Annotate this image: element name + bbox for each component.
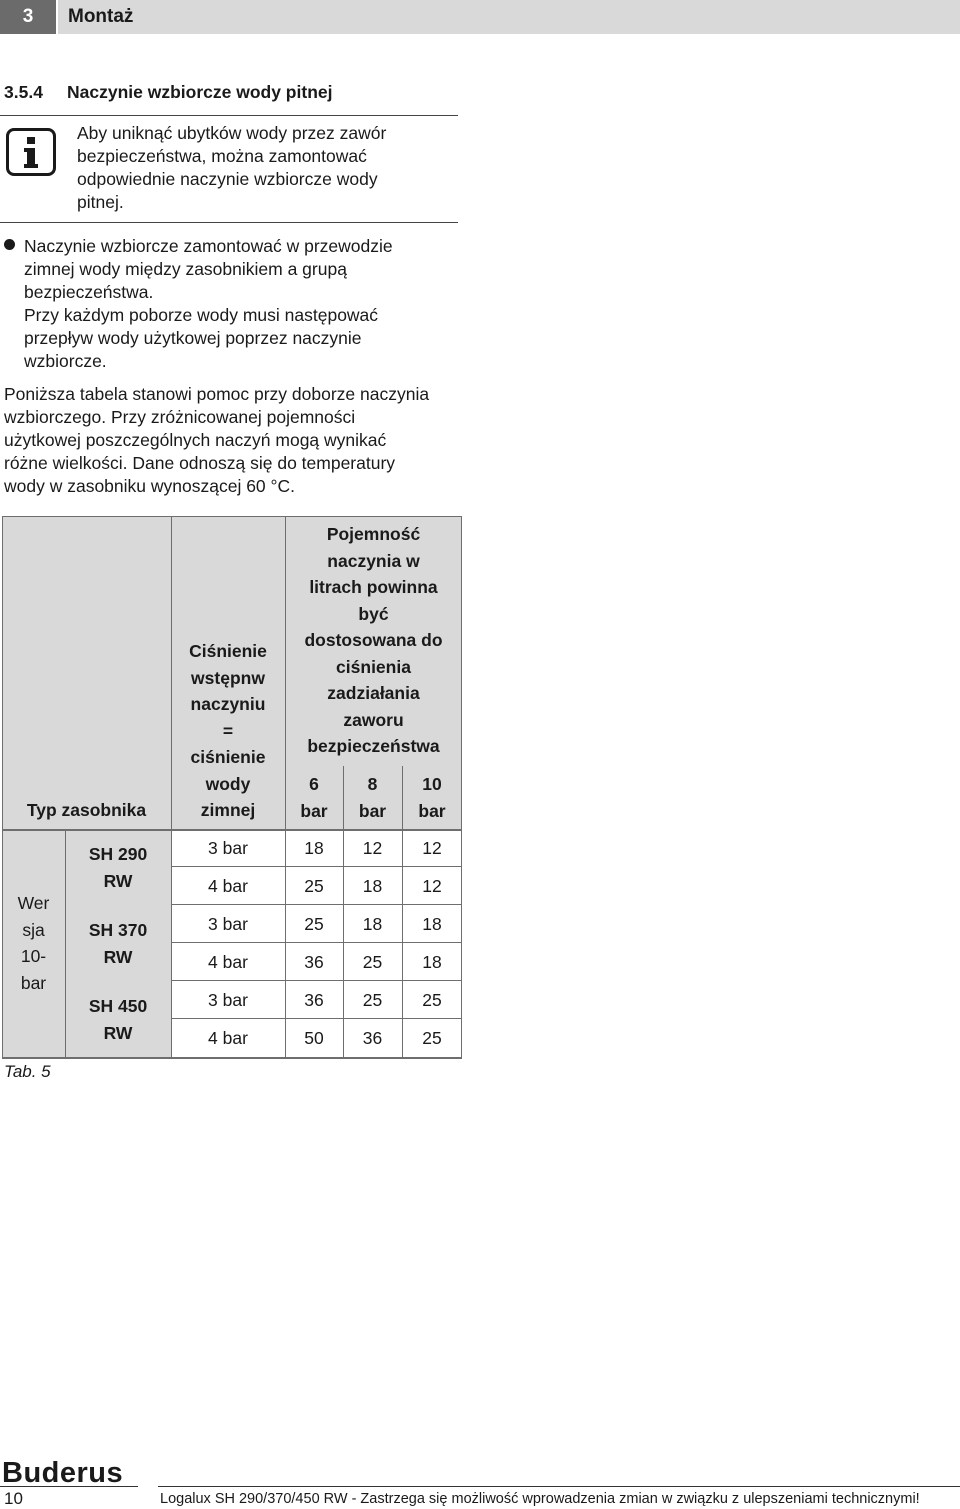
col-header-pressure: Ciśnienie wstępnw naczyniu = ciśnienie wody zimnej bbox=[189, 641, 267, 820]
footer-divider bbox=[158, 1486, 960, 1487]
divider bbox=[0, 222, 458, 223]
sub-col-8bar: 8 bar bbox=[358, 774, 387, 821]
sub-col-6bar: 6 bar bbox=[300, 774, 328, 821]
version-label: Wer sja 10- bar bbox=[17, 893, 50, 993]
section-heading bbox=[4, 82, 332, 103]
model-sh290: SH 290 RW bbox=[88, 844, 148, 891]
chapter-number: 3 bbox=[0, 0, 56, 34]
body-paragraph: Poniższa tabela stanowi pomoc przy doborze naczynia wzbiorczego. Przy zróżnicowanej pojemności użytkowej poszczególnych naczyń mogą wynikać różne wielkości. Dane odnoszą się do temperatury wody w zasobniku wynoszącej 60 °C. bbox=[4, 384, 430, 496]
page-number: 10 bbox=[4, 1489, 23, 1508]
model-sh370: SH 370 RW bbox=[88, 920, 148, 967]
footer-text: Logalux SH 290/370/450 RW - Zastrzega się możliwość wprowadzenia zmian w związku z ulepszeniami technicznymi! bbox=[160, 1491, 920, 1507]
buderus-logo: Buderus bbox=[2, 1457, 124, 1489]
section-number: 3.5.4 bbox=[4, 82, 43, 102]
col-header-volume: Pojemność naczynia w litrach powinna być dostosowana do ciśnienia zadziałania zaworu bezpieczeństwa bbox=[304, 524, 443, 756]
sub-col-10bar: 10 bar bbox=[418, 774, 446, 821]
section-title: Naczynie wzbiorcze wody pitnej bbox=[67, 82, 333, 102]
info-note: Aby uniknąć ubytków wody przez zawór bezpieczeństwa, można zamontować odpowiednie naczynie wzbiorcze wody pitnej. bbox=[77, 123, 387, 212]
footer-divider bbox=[0, 1486, 138, 1487]
table-caption: Tab. 5 bbox=[4, 1062, 51, 1081]
divider bbox=[0, 115, 458, 116]
info-icon bbox=[6, 128, 56, 176]
col-header-type: Typ zasobnika bbox=[26, 800, 147, 820]
chapter-header bbox=[0, 0, 960, 34]
model-sh450: SH 450 RW bbox=[88, 996, 148, 1043]
instruction-text: Naczynie wzbiorcze zamontować w przewodzie zimnej wody między zasobnikiem a grupą bezpieczeństwa. Przy każdym poborze wody musi następować przepływ wody użytkowej poprzez naczynie wzbiorcze. bbox=[24, 236, 393, 371]
expansion-vessel-table: Typ zasobnika Ciśnienie wstępnw naczyniu = ciśnienie wody zimnej Pojemność naczynia w litrach powinna być dostosowana do ciśnienia zadziałania zaworu bezpieczeństwa 6 bar 8 bar 10 bar Wer sja 10- bar SH 290 RW SH 370 RW SH 450 RW 3 bar 18 12 12 4 bar 25 18 12 3 bar 25 18 18 4 bar 36 25 18 3 bar 36 25 25 4 bar 50 36 25 bbox=[2, 516, 462, 1058]
chapter-title: Montaż bbox=[58, 0, 960, 34]
bullet-icon bbox=[4, 239, 15, 250]
